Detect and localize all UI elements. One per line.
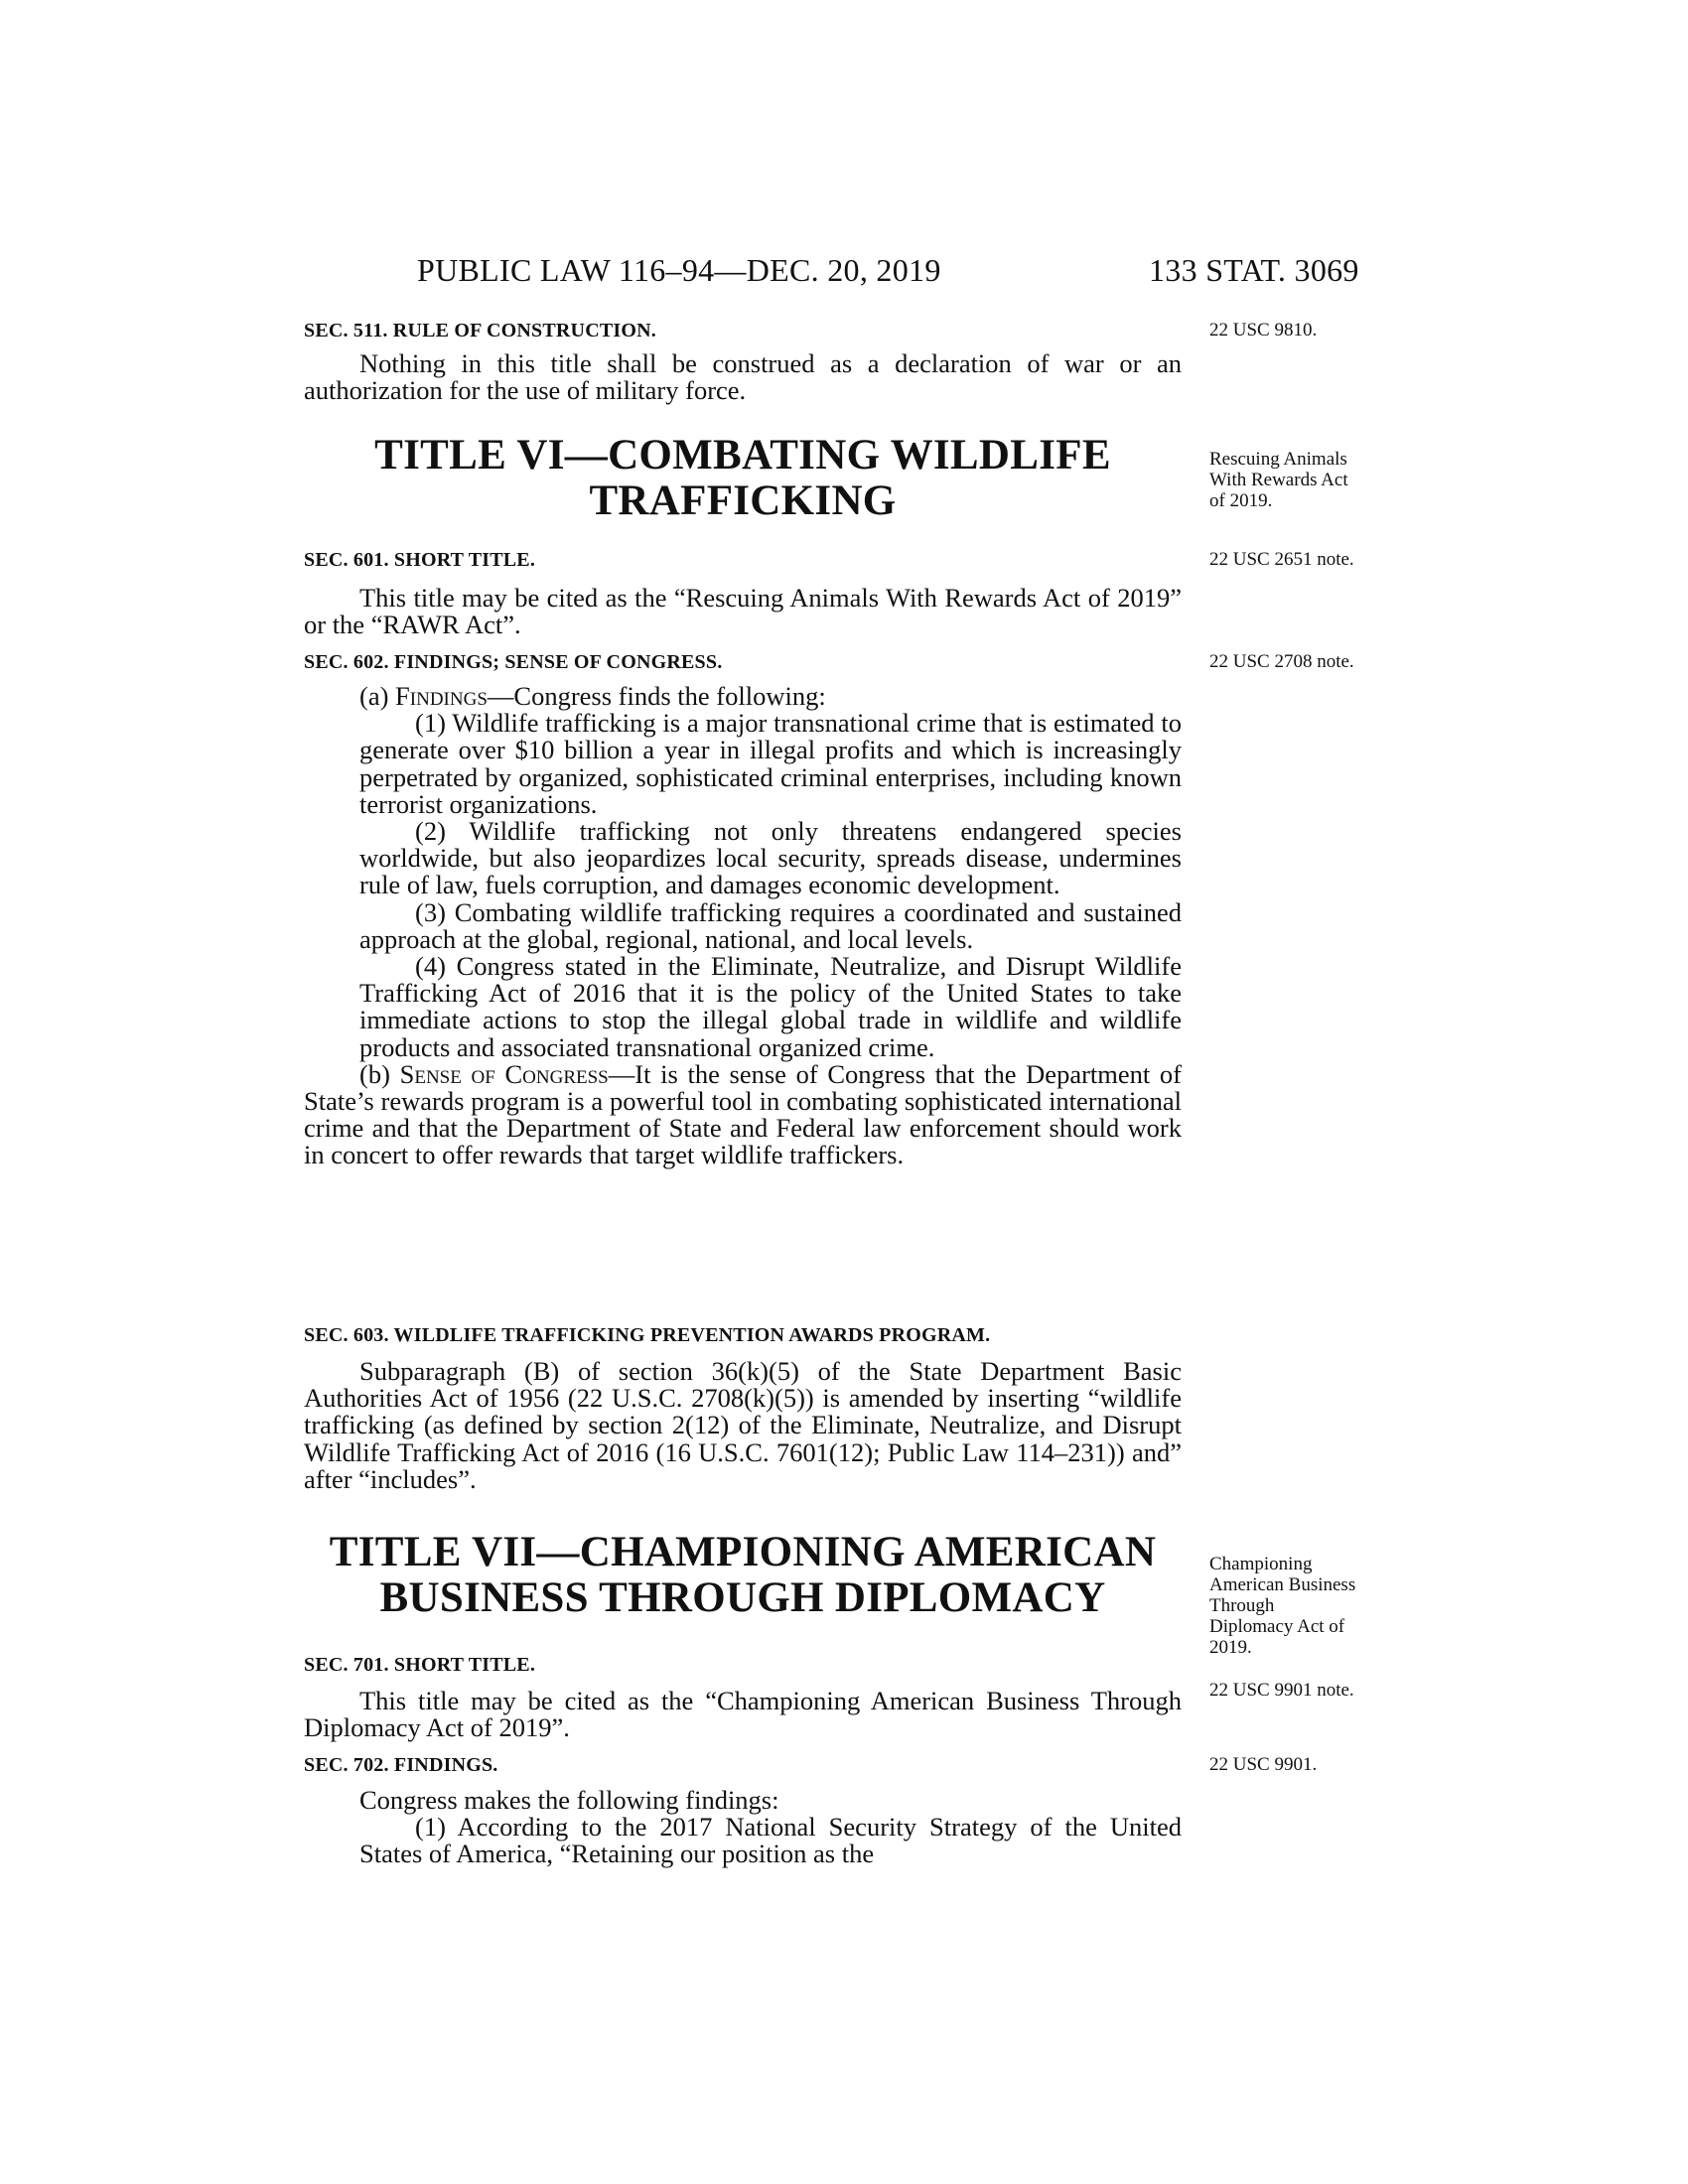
title-vi-line2: TRAFFICKING	[589, 478, 897, 524]
sec-701-heading: SEC. 701. SHORT TITLE.	[304, 1654, 536, 1676]
sec-602-margin-note: 22 USC 2708 note.	[1209, 651, 1354, 672]
running-header-title: PUBLIC LAW 116–94—DEC. 20, 2019	[417, 252, 941, 288]
sec-701-margin-note: 22 USC 9901 note.	[1209, 1680, 1354, 1701]
sec-601-heading: SEC. 601. SHORT TITLE.	[304, 549, 536, 571]
finding-3-text: (3) Combating wildlife trafficking requires a coordinated and sustained approach at the global, regional, national, and local levels.	[359, 896, 1182, 954]
sec-601-text	[304, 585, 1182, 638]
finding-3	[304, 896, 1182, 954]
title-vii-margin-note: Championing American Business Through Diplomacy Act of 2019.	[1209, 1554, 1356, 1658]
sec-603-paragraph: Subparagraph (B) of section 36(k)(5) of the State Department Basic Authorities Act of 1956 (22 U.S.C. 2708(k)(5)) is amended by inserting “wildlife trafficking (as defined by section 2(12) of the Eliminate, Neutralize, and Disrupt Wildlife Trafficking Act of 2016 (16 U.S.C. 7601(12); Public Law 114–231)) and” after “includes”.	[304, 1356, 1182, 1494]
sec-702-heading: SEC. 702. FINDINGS.	[304, 1754, 498, 1776]
title-vi-margin-note: Rescuing Animals With Rewards Act of 2019.	[1209, 449, 1348, 511]
sec-602-heading: SEC. 602. FINDINGS; SENSE OF CONGRESS.	[304, 651, 723, 673]
sec-511-text	[304, 350, 1182, 404]
sec-602-subsection-b	[304, 1058, 1183, 1170]
subsection-b-text: —It is the sense of Congress that the Department of State’s rewards program is a powerful tool in combating sophisticated international crime and that the Department of State and Federal law enforcement should work in concert to offer rewards that target wildlife traffickers.	[304, 1058, 1183, 1170]
title-vii-line2: BUSINESS THROUGH DIPLOMACY	[379, 1574, 1106, 1621]
subsection-b-label: (b)	[359, 1058, 400, 1089]
subsection-b-caption: Sense of Congress	[399, 1058, 609, 1089]
finding-4-text: (4) Congress stated in the Eliminate, Neutralize, and Disrupt Wildlife Trafficking Act of 2016 that it is the policy of the United States to take immediate actions to stop the illegal global trade in wildlife and wildlife products and associated transnational organized crime.	[359, 951, 1182, 1062]
sec-602-subsection-a	[304, 683, 1182, 710]
finding-2	[304, 818, 1182, 899]
finding-2-text: (2) Wildlife trafficking not only threatens endangered species worldwide, but also jeopardizes local security, spreads disease, undermines rule of law, fuels corruption, and damages economic development.	[359, 816, 1182, 900]
finding-1-text: (1) Wildlife trafficking is a major transnational crime that is estimated to generate over $10 billion a year in illegal profits and which is increasingly perpetrated by organized, sophisticated criminal enterprises, including known terrorist organizations.	[359, 708, 1182, 819]
sec-603-text	[304, 1358, 1182, 1493]
sec-511-margin-note: 22 USC 9810.	[1209, 320, 1318, 341]
sec-702-finding-1-text: (1) According to the 2017 National Security Strategy of the United States of America, “Retaining our position as the	[359, 1812, 1182, 1869]
page-number: 133 STAT. 3069	[1149, 252, 1359, 288]
title-vi-heading	[304, 433, 1182, 524]
sec-702-margin-note: 22 USC 9901.	[1209, 1754, 1318, 1775]
sec-702-intro: Congress makes the following findings:	[359, 1785, 779, 1815]
title-vi-line1: TITLE VI—COMBATING WILDLIFE	[374, 432, 1111, 478]
sec-701-paragraph: This title may be cited as the “Championing American Business Through Diplomacy Act of 2019”.	[304, 1686, 1182, 1743]
sec-702-body	[304, 1787, 1182, 1868]
sec-701-text	[304, 1688, 1182, 1741]
sec-601-margin-note: 22 USC 2651 note.	[1209, 549, 1354, 570]
subsection-a-label: (a)	[359, 681, 396, 711]
title-vii-heading	[304, 1530, 1182, 1621]
sec-602-body	[304, 683, 1182, 1169]
sec-511-heading: SEC. 511. RULE OF CONSTRUCTION.	[304, 320, 656, 341]
sec-511-paragraph: Nothing in this title shall be construed as a declaration of war or an authorization for the use of military force.	[304, 348, 1182, 406]
subsection-a-text: —Congress finds the following:	[487, 681, 826, 711]
sec-702-finding-1	[304, 1814, 1182, 1867]
subsection-a-caption: Findings	[395, 681, 488, 711]
title-vii-line1: TITLE VII—CHAMPIONING AMERICAN	[329, 1529, 1157, 1575]
finding-4	[304, 953, 1182, 1061]
sec-601-paragraph: This title may be cited as the “Rescuing Animals With Rewards Act of 2019” or the “RAWR Act”.	[304, 583, 1182, 640]
sec-603-heading: SEC. 603. WILDLIFE TRAFFICKING PREVENTION AWARDS PROGRAM.	[304, 1324, 991, 1346]
finding-1	[304, 710, 1182, 818]
